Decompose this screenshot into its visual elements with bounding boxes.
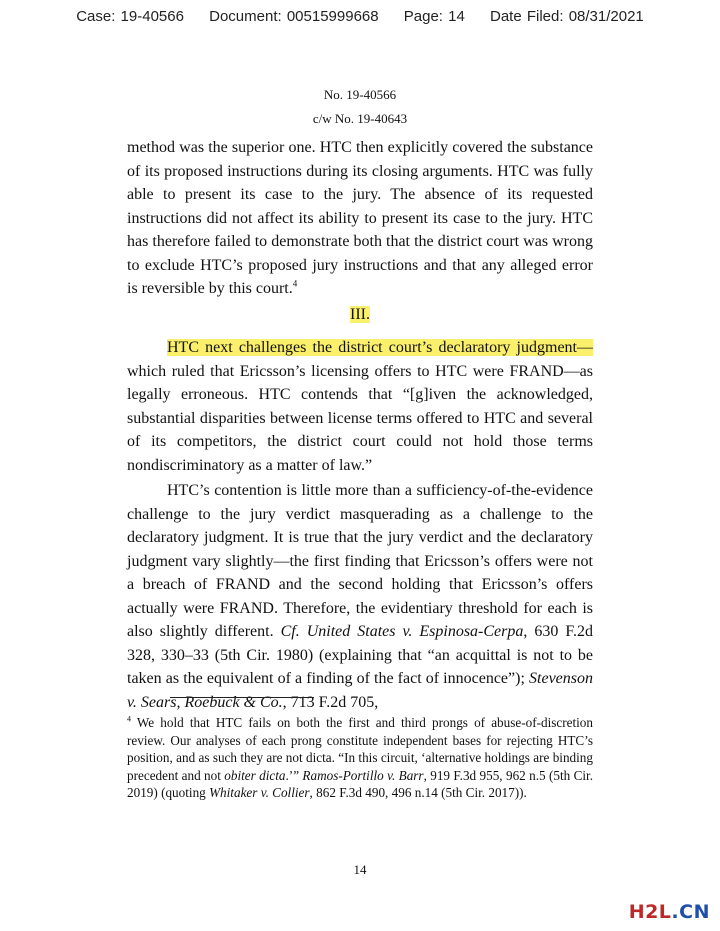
watermark-right: .CN [671,901,710,923]
paragraph-3 [127,479,593,714]
footnote-text-4: , 862 F.3d 490, 496 n.14 (5th Cir. 2017)). [309,785,527,800]
paragraph-1 [127,136,593,301]
paragraph-3-text: HTC’s contention is little more than a sufficiency-of-the-evidence challenge to the jury verdict masquerading as a challenge to the declaratory judgment. It is true that the jury verdict and the declaratory judgment vary slightly—the first finding that Ericsson’s offers were not a breach of FRAND and the second holding that Ericsson’s offers actually were FRAND. Therefore, the evidentiary threshold for each is also slightly different. [127,482,593,640]
header-date-filed: Date Filed: 08/31/2021 [490,8,644,25]
paragraph-3-text-3: , 713 F.2d 705, [282,693,379,711]
page-number: 14 [353,862,367,877]
footnote-4 [127,714,593,802]
footnote-latin: obiter dicta [224,767,286,783]
footnote-text-3: , 919 F.3d 955, 962 n.5 (5th Cir. 2019) (quoting [127,767,594,800]
citation-signal: Cf. [280,623,300,640]
case-citation-ramos-portillo: Ramos-Portillo v. Barr [302,767,424,783]
footnote-ref-4[interactable]: 4 [292,278,298,289]
case-citation-whitaker: Whitaker v. Collier [209,785,310,800]
case-citation-espinosa: United States v. Espinosa-Cerpa [306,623,524,640]
watermark-logo [629,901,710,923]
footnote-text: We hold that HTC fails on both the first and third prongs of abuse-of-discretion review. Our analyses of each prong constitute independent bases for rejecting HTC’s position, and as such they are not dicta. “In this circuit, ‘alternative holdings are binding precedent and not [127,715,593,783]
header-document: Document: 00515999668 [209,8,379,25]
highlighted-text: HTC next challenges the district court’s declaratory judgment— [167,339,593,356]
header-page: Page: 14 [403,8,465,25]
watermark-left: H2L [628,901,672,923]
paragraph-1-text: method was the superior one. HTC then explicitly covered the substance of its proposed instructions during its closing arguments. HTC was fully able to present its case to the jury. The absence of its requested instructions did not affect its ability to present its case to the jury. HTC has therefore failed to demonstrate both that the district court was wrong to exclude HTC’s proposed jury instructions and that any alleged error is reversible by this court. [127,139,593,297]
paragraph-2-text: which ruled that Ericsson’s licensing offers to HTC were FRAND—as legally erroneous. HTC contends that “[g]iven the acknowledged, substantial disparities between license terms offered to HTC and several of its competitors, the district court could not hold those terms nondiscriminatory as a matter of law.” [127,362,593,474]
header-case: Case: 19-40566 [76,8,184,25]
paragraph-3-text-2: , 630 F.2d 328, 330–33 (5th Cir. 1980) (explaining that “an acquittal is not to be taken as the equivalent of a finding of the fact of innocence”); [127,623,594,687]
case-citation-stevenson: Stevenson v. Sears, Roebuck & Co. [127,670,593,711]
consolidated-case-number: c/w No. 19-40643 [312,111,408,126]
footnote-text-2: .’” [285,767,303,783]
filing-header [0,8,720,25]
footnote-marker: 4 [127,714,131,724]
case-number: No. 19-40566 [323,87,397,102]
footnote-divider [170,697,314,698]
section-heading-text: III. [350,306,370,323]
section-heading [0,306,720,324]
paragraph-2 [127,336,593,477]
